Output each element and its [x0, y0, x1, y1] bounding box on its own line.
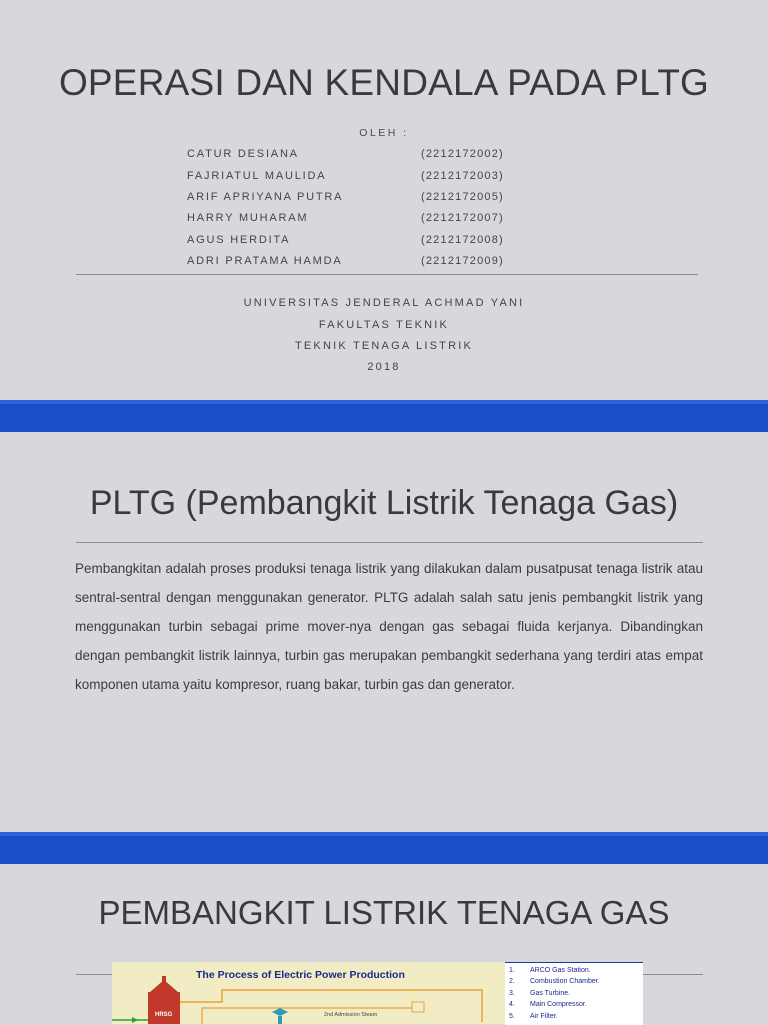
member-row	[187, 234, 517, 250]
legend-text: Main Compressor.	[530, 1001, 587, 1008]
member-name: FAJRIATUL MAULIDA	[187, 170, 327, 182]
member-id: (2212172002)	[421, 148, 504, 160]
legend-item	[509, 1013, 643, 1023]
university-name: UNIVERSITAS JENDERAL ACHMAD YANI	[243, 297, 525, 309]
legend-number: 1.	[509, 967, 515, 974]
member-name: AGUS HERDITA	[187, 234, 291, 246]
legend-number: 4.	[509, 1001, 515, 1008]
faculty-name: FAKULTAS TEKNIK	[318, 319, 450, 331]
legend-item	[509, 978, 643, 988]
diagram-title: The Process of Electric Power Production	[196, 969, 405, 981]
slide-title	[0, 0, 768, 400]
member-row	[187, 148, 517, 164]
hrsg-body-shape	[148, 992, 180, 1024]
legend-text: Gas Turbine.	[530, 990, 571, 997]
legend-number: 2.	[509, 978, 515, 985]
member-id: (2212172007)	[421, 212, 504, 224]
legend-item	[509, 1001, 643, 1011]
year: 2018	[367, 361, 401, 373]
member-id: (2212172005)	[421, 191, 504, 203]
member-row	[187, 170, 517, 186]
hrsg-stack-shape	[162, 976, 166, 982]
divider	[76, 274, 698, 275]
member-row	[187, 255, 517, 271]
member-id: (2212172003)	[421, 170, 504, 182]
hrsg-label: HRSG	[155, 1012, 173, 1018]
legend-item	[509, 990, 643, 1000]
slide-title: PLTG (Pembangkit Listrik Tenaga Gas)	[89, 484, 679, 522]
department-name: TEKNIK TENAGA LISTRIK	[294, 340, 474, 352]
slide-pltg-definition	[0, 432, 768, 832]
legend-number: 5.	[509, 1013, 515, 1020]
slide-body-text: Pembangkitan adalah proses produksi tenaga listrik yang dilakukan dalam pusatpusat tenaga listrik atau sentral-sentral dengan menggunakan generator. PLTG adalah salah satu jenis pembangkit listrik yang menggunakan turbin sebagai prime mover-nya dengan gas sebagai fluida kerjanya. Dibandingkan dengan pembangkit listrik lainnya, turbin gas merupakan pembangkit sederhana yang terdiri atas empat komponen utama yaitu kompresor, ruang bakar, turbin gas dan generator.	[75, 561, 703, 692]
member-id: (2212172008)	[421, 234, 504, 246]
member-row	[187, 191, 517, 207]
member-row	[187, 212, 517, 228]
legend-text: Combustion Chamber.	[530, 978, 600, 985]
member-id: (2212172009)	[421, 255, 504, 267]
process-diagram-image	[112, 962, 508, 1024]
member-name: ADRI PRATAMA HAMDA	[187, 255, 343, 267]
legend-number: 3.	[509, 990, 515, 997]
blue-separator-band	[0, 832, 768, 864]
presentation-title: OPERASI DAN KENDALA PADA PLTG	[58, 62, 710, 103]
member-name: HARRY MUHARAM	[187, 212, 309, 224]
member-name: CATUR DESIANA	[187, 148, 299, 160]
slide-gas-power-plant	[0, 864, 768, 1024]
divider	[76, 542, 703, 543]
steam-label: 2nd Admission Steam	[324, 1012, 378, 1018]
diagram-legend	[505, 962, 643, 1025]
slide-title: PEMBANGKIT LISTRIK TENAGA GAS	[98, 894, 670, 931]
member-name: ARIF APRIYANA PUTRA	[187, 191, 344, 203]
legend-text: ARCO Gas Station.	[530, 967, 591, 974]
legend-item	[509, 967, 643, 977]
oleh-label: OLEH :	[359, 127, 409, 139]
blue-separator-band	[0, 400, 768, 432]
legend-text: Air Filter.	[530, 1013, 558, 1020]
